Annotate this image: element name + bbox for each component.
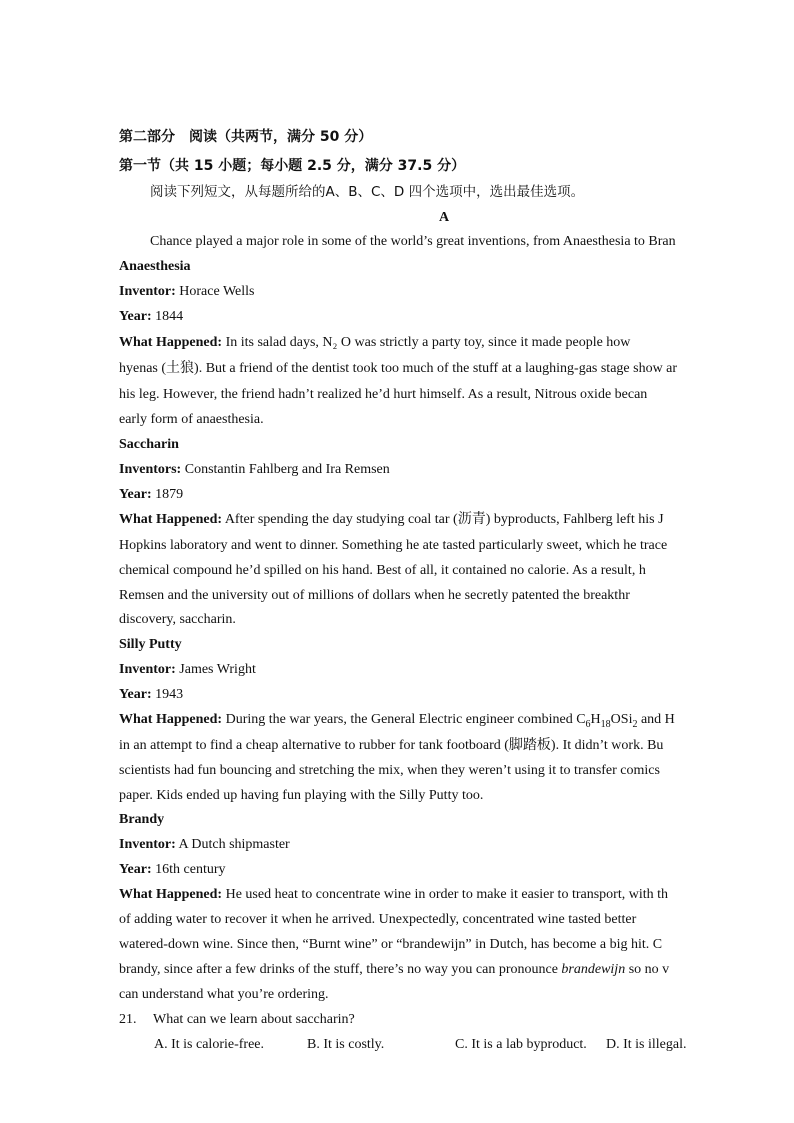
inventor-line: Inventor: A Dutch shipmaster [119,837,290,852]
year-line: Year: 1844 [119,309,184,324]
question-text: What can we learn about saccharin? [153,1012,355,1027]
body-line: Remsen and the university out of millions of dollars when he secretly patented the breakthr [119,588,630,603]
year-line: Year: 16th century [119,862,226,877]
year-line: Year: 1879 [119,487,184,502]
what-happened-line: What Happened: In its salad days, N₂ O was strictly a party toy, since it made people how [119,335,631,350]
option-d[interactable]: D. It is illegal. [606,1037,687,1052]
what-happened-line: What Happened: He used heat to concentrate wine in order to make it easier to transport, with th [119,887,668,902]
body-line: can understand what you’re ordering. [119,987,329,1002]
body-line: chemical compound he’d spilled on his hand. Best of all, it contained no calorie. As a result, h [119,563,646,578]
section-title: 第一节（共 15 小题；每小题 2.5 分，满分 37.5 分） [119,158,466,174]
formula-subscript: 6 [585,718,591,729]
body-line: paper. Kids ended up having fun playing with the Silly Putty too. [119,788,484,803]
part-title: 第二部分 阅读（共两节，满分 50 分） [119,129,373,145]
body-line: early form of anaesthesia. [119,412,264,427]
inventor-line: Inventors: Constantin Fahlberg and Ira Remsen [119,462,390,477]
option-c[interactable]: C. It is a lab byproduct. [455,1037,587,1052]
body-line: of adding water to recover it when he arrived. Unexpectedly, concentrated wine tasted better [119,912,637,927]
body-line: hyenas (土狼). But a friend of the dentist took too much of the stuff at a laughing-gas stage show ar [119,361,678,376]
instruction: 阅读下列短文，从每题所给的A、B、C、D 四个选项中，选出最佳选项。 [150,184,585,200]
body-line: scientists had fun bouncing and stretching the mix, when they weren’t using it to transfer comics [119,763,660,778]
formula-subscript: 18 [600,718,611,729]
passage-letter: A [438,210,450,225]
invention-name: Brandy [119,812,165,827]
body-line: discovery, saccharin. [119,612,236,627]
body-line: in an attempt to find a cheap alternative to rubber for tank footboard (脚踏板). It didn’t work. Bu [119,738,664,753]
inventor-line: Inventor: Horace Wells [119,284,255,299]
body-line: Hopkins laboratory and went to dinner. Something he ate tasted particularly sweet, which he trace [119,538,668,553]
body-line: brandy, since after a few drinks of the stuff, there’s no way you can pronounce brandewijn so no v [119,962,670,977]
formula-subscript: 2 [632,718,638,729]
passage-intro: Chance played a major role in some of the world’s great inventions, from Anaesthesia to Bran [150,234,676,249]
body-line: watered-down wine. Since then, “Burnt wine” or “brandewijn” in Dutch, has become a big hit. C [119,937,663,952]
invention-name: Silly Putty [119,637,182,652]
option-b[interactable]: B. It is costly. [307,1037,385,1052]
what-happened-line: What Happened: After spending the day studying coal tar (沥青) byproducts, Fahlberg left his J [119,512,664,527]
invention-name: Anaesthesia [119,259,191,274]
year-line: Year: 1943 [119,687,184,702]
question-number: 21. [119,1012,137,1027]
body-line: his leg. However, the friend hadn’t realized he’d hurt himself. As a result, Nitrous oxide becan [119,387,648,402]
option-a[interactable]: A. It is calorie-free. [154,1037,264,1052]
what-happened-line: What Happened: During the war years, the General Electric engineer combined $C_6H_{18}OSi_2$ and H [119,712,675,729]
inventor-line: Inventor: James Wright [119,662,256,677]
invention-name: Saccharin [119,437,179,452]
italic-word: brandewijn [561,962,626,977]
